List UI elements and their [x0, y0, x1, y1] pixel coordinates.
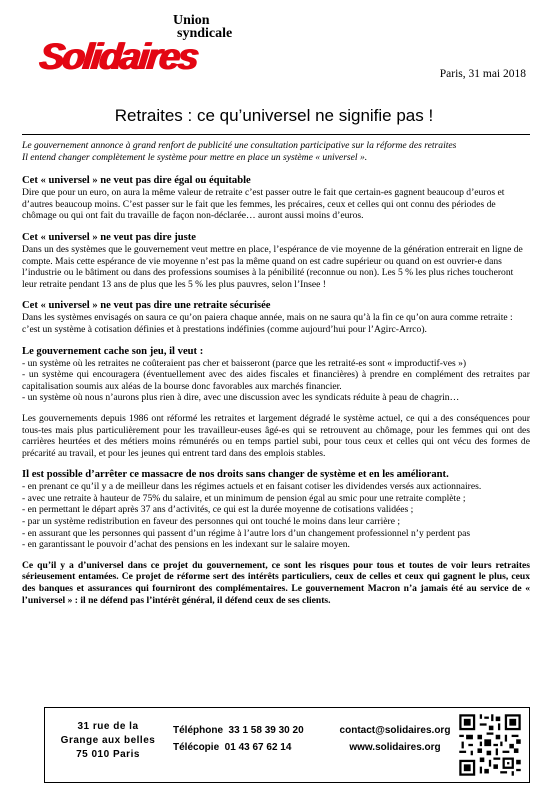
- website-link[interactable]: www.solidaires.org: [349, 742, 441, 753]
- phone: Téléphone 33 1 58 39 30 20: [173, 725, 304, 736]
- list-item: - par un système redistribution en faveur des personnes qui ont touché le moins dans leur carrière ;: [22, 516, 401, 528]
- logo: [37, 13, 248, 77]
- paragraph: Les gouvernements depuis 1986 ont réformé les retraites et largement dégradé le système actuel, ce qui a des conséquences pour tous-tes mais plus particulièrement pour les travailleur-euses âgé-es qui se retrouvent au chômage, pour les femmes qui ont des carrières heurtées et des métiers moins rémunérés ou en temps partiel subi, pour tous ceux et celles qui ont vécu des formes de précarité au travail, et pour les jeunes qui entrent tard dans des emplois stables.: [22, 412, 530, 459]
- brand-name: Solidaires: [37, 36, 200, 77]
- document-date: Paris, 31 mai 2018: [439, 68, 526, 80]
- section-government-game: [22, 345, 530, 404]
- section-fair: [22, 231, 530, 290]
- page-title: Retraites : ce qu’universel ne signifie pas !: [114, 106, 434, 125]
- list-item: - avec une retraite à hauteur de 75% du salaire, et un minimum de pension égal au smic pour une retraite complète ;: [22, 492, 466, 504]
- section-equal: [22, 174, 530, 222]
- section-secure: [22, 299, 530, 335]
- section-since-1986: [22, 413, 530, 459]
- title-divider: [22, 134, 530, 135]
- section-heading: Cet « universel » ne veut pas dire une retraite sécurisée: [22, 300, 271, 312]
- intro-line-2: Il entend changer complètement le système pour mettre en place un système « universel ».: [22, 151, 368, 163]
- fax: Télécopie 01 43 67 62 14: [173, 742, 292, 753]
- section-heading: Cet « universel » ne veut pas dire égal ou équitable: [22, 175, 251, 187]
- conclusion: Ce qu’il y a d’universel dans ce projet du gouvernement, ce sont les risques pour tous et toutes de voir leurs retraites sérieusement entamées. Ce projet de réforme sert des intérêts particuliers, ceux de celles et ceux qui gagnent le plus, ceux des banques et assurances qui fourniront des complémentaires. Le gouvernement Macron n’a jamais été au service de « l’universel » : il ne défend pas l’intérêt général, il défend ceux de ses clients.: [22, 559, 530, 606]
- intro: [22, 140, 530, 163]
- intro-line-1: Le gouvernement annonce à grand renfort de publicité une consultation participative sur la réforme des retraites: [22, 140, 457, 151]
- section-heading: Cet « universel » ne veut pas dire juste: [22, 231, 197, 243]
- address: [53, 720, 163, 762]
- contact-block: [331, 722, 459, 756]
- section-body: Dans les systèmes envisagés on saura ce qu’on paiera chaque année, mais on ne saura qu’à la fin ce qu’on aura comme retraite : c’est un système à cotisation définies et à prestations indéfinies (comme aujourd’hui pour l’Agirc-Arrco).: [22, 312, 513, 335]
- address-line: Grange aux belles: [60, 735, 156, 746]
- list-item: - un système où nous n’aurons plus rien à dire, avec une discussion avec les syndicats réduite à peau de chagrin…: [22, 392, 460, 404]
- union-line-1: Union: [173, 13, 210, 28]
- email-link[interactable]: contact@solidaires.org: [339, 725, 451, 736]
- section-body: Dire que pour un euro, on aura la même valeur de retraite c’est passer outre le fait que certain-es gagnent beaucoup d’euros et d’autres beaucoup moins. C’est passer sur le fait que les femmes, les précaires, ceux et celles qui ont connu des périodes de chômage ou qui ont fait du travaille de façon non-déclarée… auront aussi moins d’euros.: [22, 187, 505, 222]
- section-stop-massacre: [22, 468, 530, 551]
- address-line: 75 010 Paris: [76, 749, 140, 760]
- list-item: - un système où les retraites ne coûteraient pas cher et baisseront (parce que les retraité-es sont « improductif-ves »): [22, 357, 467, 369]
- phone-block: [173, 722, 304, 756]
- list-item: - en prenant ce qu’il y a de meilleur dans les régimes actuels et en faisant cotiser les dividendes versés aux actionnaires.: [22, 481, 482, 493]
- address-line: 31 rue de la: [77, 721, 139, 732]
- union-line-2: syndicale: [177, 26, 233, 41]
- list-item: - un système qui encouragera (éventuellement avec des aides fiscales et financières) à prendre en complément des retraites par capitalisation soumis aux aléas de la bourse donc favorables aux marchés financier.: [22, 369, 530, 392]
- list-item: - en permettant le départ après 37 ans d’activités, ce qui est la durée moyenne de cotisations validées ;: [22, 504, 414, 516]
- list-item: - en garantissant le pouvoir d’achat des pensions en les indexant sur le salaire moyen.: [22, 539, 350, 551]
- section-heading: Il est possible d’arrêter ce massacre de nos droits sans changer de système et en les améliorant.: [22, 469, 449, 481]
- qr-code-icon: [457, 712, 523, 778]
- section-heading: Le gouvernement cache son jeu, il veut :: [22, 345, 204, 357]
- document-body: [22, 140, 530, 606]
- footer-contact-box: [44, 707, 530, 783]
- section-body: Dans un des systèmes que le gouvernement veut mettre en place, l’espérance de vie moyenne de la génération entrerait en ligne de compte. Mais cette espérance de vie moyenne n’est pas la même quand on est cadre supérieur ou quand on est ouvrier-e dans l’industrie ou le bâtiment ou dans des professions soumises à la pénibilité (reconnue ou non). Les 5 % les plus riches toucheront leur retraite pendant 13 ans de plus que les 5 % les plus pauvres, selon l’Insee !: [22, 243, 523, 290]
- list-item: - en assurant que les personnes qui passent d’un régime à l’autre lors d’un changement professionnel n’y perdent pas: [22, 527, 471, 539]
